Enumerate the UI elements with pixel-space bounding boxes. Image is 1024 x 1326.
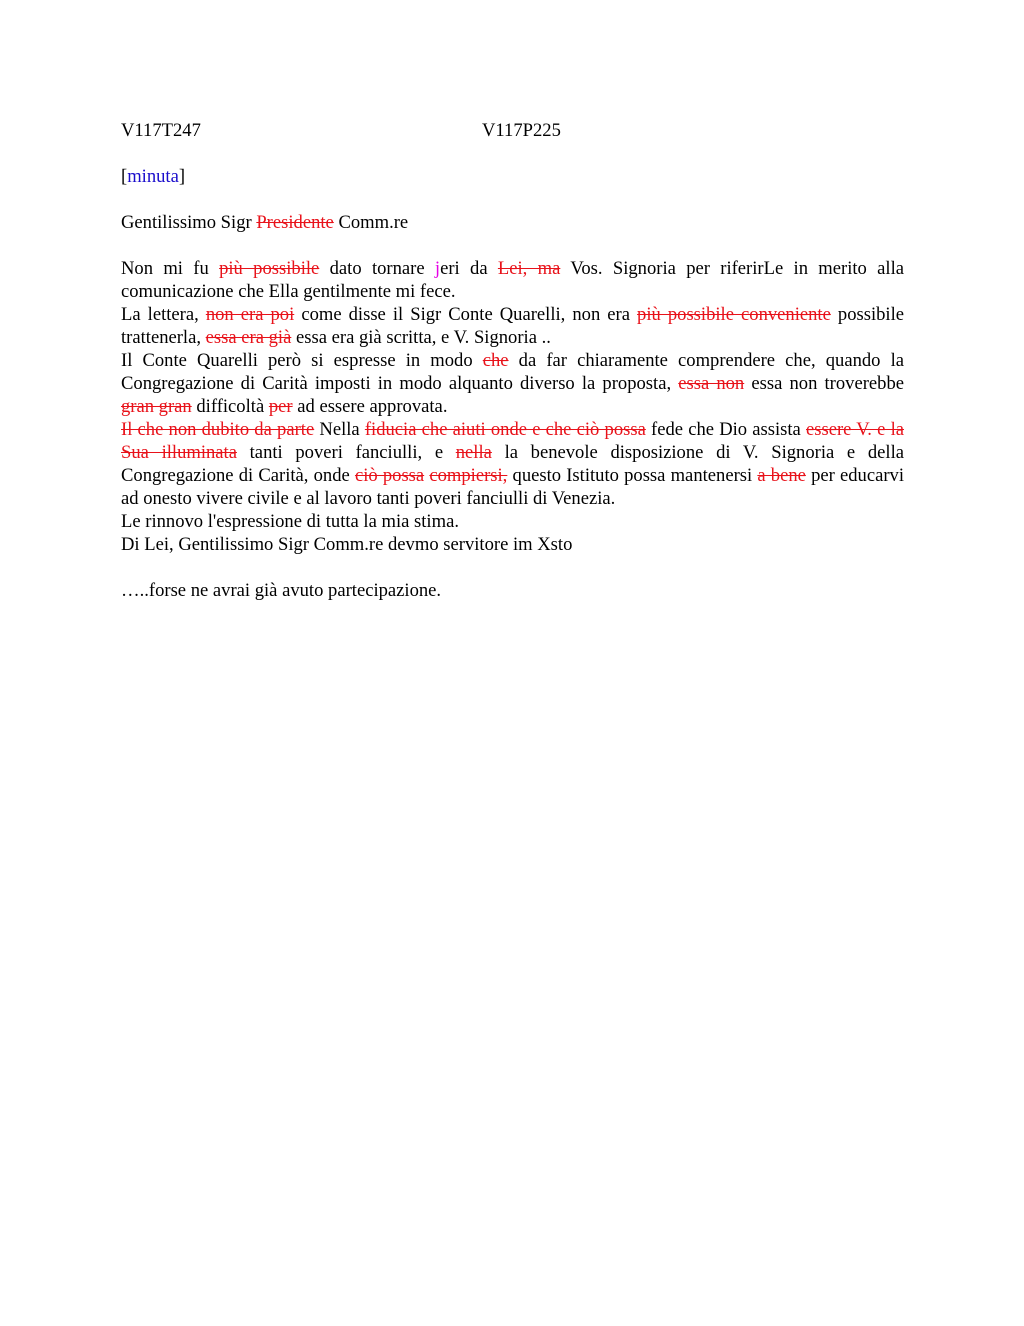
note-label: minuta [127, 166, 179, 187]
deleted-text: più possibile conveniente [637, 304, 831, 325]
deleted-text: ciò possa [354, 465, 425, 486]
deleted-text: per [268, 396, 293, 417]
body-text: ad essere approvata. [292, 396, 448, 417]
body-text: fede che Dio assista [645, 419, 806, 440]
body-text: per educarvi ad onesto vivere civile e al lavoro tanti poveri fanciulli di Venezia. [121, 465, 904, 509]
note-open-bracket: [ [121, 166, 128, 187]
deleted-text: non era poi [205, 304, 295, 325]
body-text: dato tornare [319, 258, 435, 279]
deleted-text: essere V. e la Sua illuminata [121, 419, 904, 463]
document-page [121, 119, 904, 625]
deleted-text: essa era già [205, 327, 292, 348]
body-text: Non mi fu [121, 258, 220, 279]
salutation-text: Comm.re [333, 212, 409, 233]
body-text: eri da [440, 258, 498, 279]
body-text: Il Conte Quarelli però si espresse in modo [121, 350, 483, 371]
body-text: essa non troverebbe [744, 373, 904, 394]
deleted-text: fiducia che aiuti onde e che ciò possa [364, 419, 646, 440]
body-text: questo Istituto possa mantenersi [507, 465, 758, 486]
deleted-text: gran gran [121, 396, 192, 417]
paragraph-5: Le rinnovo l'espressione di tutta la mia stima. [121, 511, 459, 532]
inserted-letter: j [434, 258, 441, 279]
salutation [121, 211, 904, 234]
body-text: La lettera, [121, 304, 206, 325]
body-text: la benevole disposizione di V. Signoria e della Congregazione di Carità, onde [121, 442, 904, 486]
body-text: difficoltà [191, 396, 269, 417]
paragraph-3 [121, 349, 904, 418]
deleted-text: essa non [678, 373, 745, 394]
paragraph-2 [121, 303, 904, 349]
body-text: possibile trattenerla, [121, 304, 905, 348]
deleted-text: che [482, 350, 509, 371]
deleted-text: nella [455, 442, 492, 463]
deleted-text: Il che non dubito da parte [121, 419, 315, 440]
body-text: Vos. Signoria per riferirLe in merito alla comunicazione che Ella gentilmente mi fece. [121, 258, 905, 302]
paragraph-4 [121, 418, 904, 510]
paragraph-1 [121, 257, 904, 303]
deleted-text: Presidente [256, 212, 334, 233]
note-close-bracket: ] [178, 166, 186, 187]
body-text: Nella [314, 419, 365, 440]
body-text: tanti poveri fanciulli, e [236, 442, 456, 463]
deleted-text: Lei, ma [497, 258, 561, 279]
closing-signature: Di Lei, Gentilissimo Sigr Comm.re devmo servitore im Xsto [121, 534, 573, 555]
archive-code-right: V117P225 [482, 120, 561, 141]
salutation-text: Gentilissimo Sigr [121, 212, 257, 233]
postscript: …..forse ne avrai già avuto partecipazione. [121, 580, 442, 601]
draft-note [121, 165, 904, 188]
letter-body [121, 257, 904, 556]
archive-code-left: V117T247 [121, 120, 201, 141]
deleted-text: compiersi, [429, 465, 508, 486]
deleted-text: a bene [757, 465, 806, 486]
deleted-text: più possibile [219, 258, 320, 279]
body-text: come disse il Sigr Conte Quarelli, non era [294, 304, 638, 325]
body-text: essa era già scritta, e V. Signoria .. [291, 327, 551, 348]
archive-codes [121, 119, 904, 142]
body-text: da far chiaramente comprendere che, quando la Congregazione di Carità imposti in modo alquanto diverso la proposta, [121, 350, 904, 394]
